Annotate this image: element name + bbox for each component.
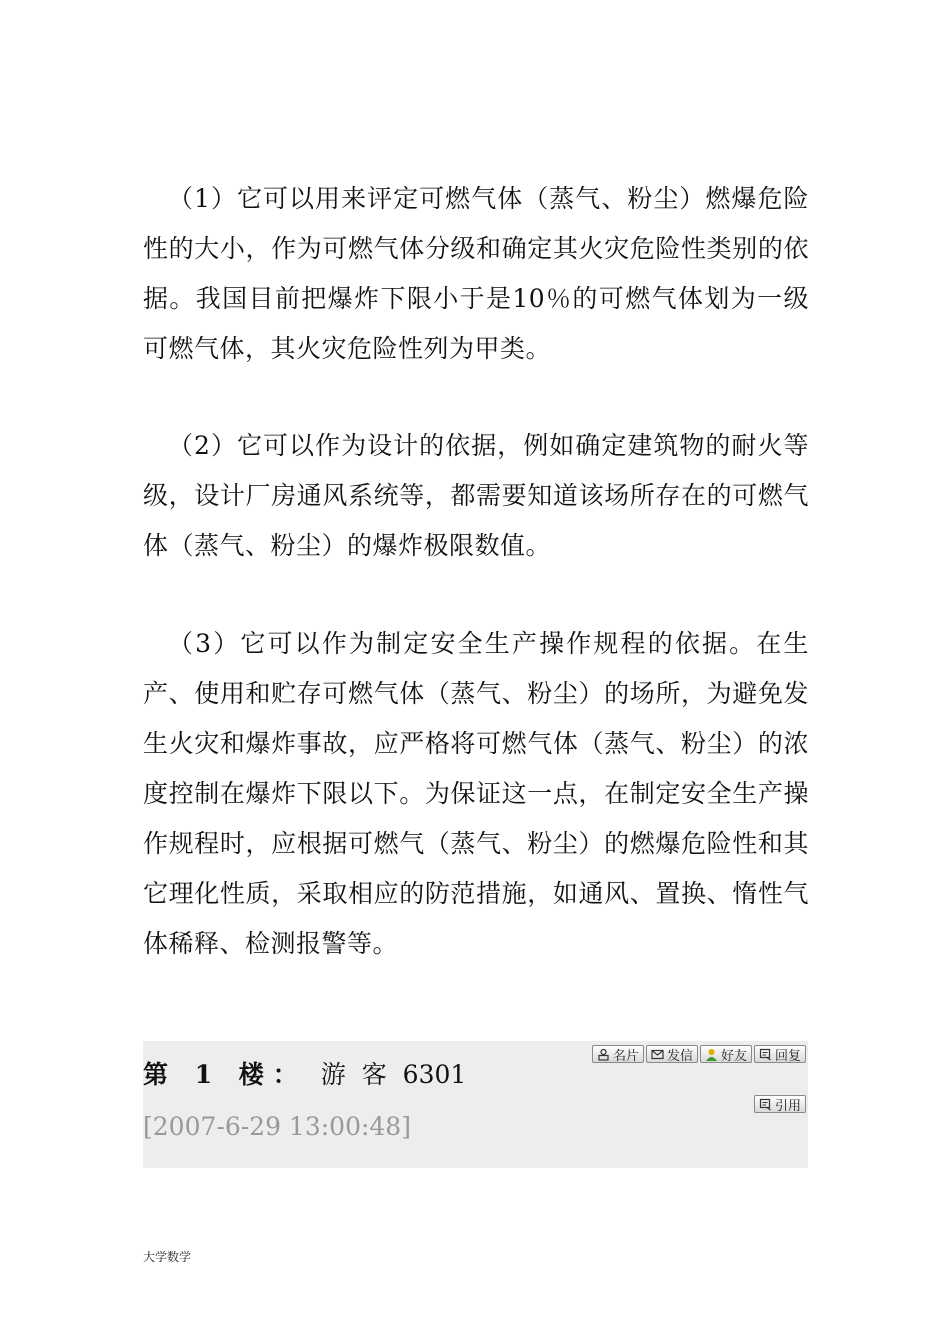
paragraph-2: （2）它可以作为设计的依据，例如确定建筑物的耐火等级，设计厂房通风系统等，都需要知道该场所存在的可燃气体（蒸气、粉尘）的爆炸极限数值。 bbox=[143, 431, 809, 560]
author-prefix: 游 客 bbox=[320, 1060, 391, 1089]
paragraph-1: （1）它可以用来评定可燃气体（蒸气、粉尘）燃爆危险性的大小，作为可燃气体分级和确定其火灾危险性类别的依据。我国目前把爆炸下限小于是10％的可燃气体划为一级可燃气体，其火灾危险性列为甲类。 bbox=[143, 184, 809, 363]
footer-text: 大学数学 bbox=[143, 1250, 192, 1264]
add-friend-button[interactable] bbox=[700, 1045, 752, 1063]
floor-label: 第 1 楼： bbox=[143, 1060, 307, 1089]
reply-icon bbox=[759, 1048, 772, 1061]
post-timestamp: [2007-6-29 13:00:48] bbox=[143, 1112, 411, 1141]
reply-label: 回复 bbox=[774, 1048, 801, 1064]
friend-user-icon bbox=[705, 1048, 718, 1061]
author-name[interactable] bbox=[321, 1060, 467, 1089]
forum-post-header bbox=[143, 1041, 808, 1168]
send-message-label: 发信 bbox=[666, 1048, 693, 1064]
author-id: 6301 bbox=[402, 1060, 467, 1089]
paragraph-3: （3）它可以作为制定安全生产操作规程的依据。在生产、使用和贮存可燃气体（蒸气、粉尘）的场所，为避免发生火灾和爆炸事故，应严格将可燃气体（蒸气、粉尘）的浓度控制在爆炸下限以下。为保证这一点，在制定安全生产操作规程时，应根据可燃气（蒸气、粉尘）的燃爆危险性和其它理化性质，采取相应的防范措施，如通风、置换、惰性气体稀释、检测报警等。 bbox=[143, 629, 809, 958]
quote-icon bbox=[759, 1098, 772, 1111]
quote-button[interactable] bbox=[754, 1095, 806, 1113]
quote-label: 引用 bbox=[774, 1098, 801, 1114]
post-action-buttons bbox=[592, 1045, 806, 1063]
profile-card-button[interactable] bbox=[592, 1045, 644, 1063]
profile-card-icon bbox=[597, 1048, 610, 1061]
add-friend-label: 好友 bbox=[720, 1048, 747, 1064]
profile-card-label: 名片 bbox=[612, 1048, 639, 1064]
send-message-button[interactable] bbox=[646, 1045, 698, 1063]
post-meta bbox=[143, 1049, 543, 1153]
reply-button[interactable] bbox=[754, 1045, 806, 1063]
envelope-icon bbox=[651, 1048, 664, 1061]
